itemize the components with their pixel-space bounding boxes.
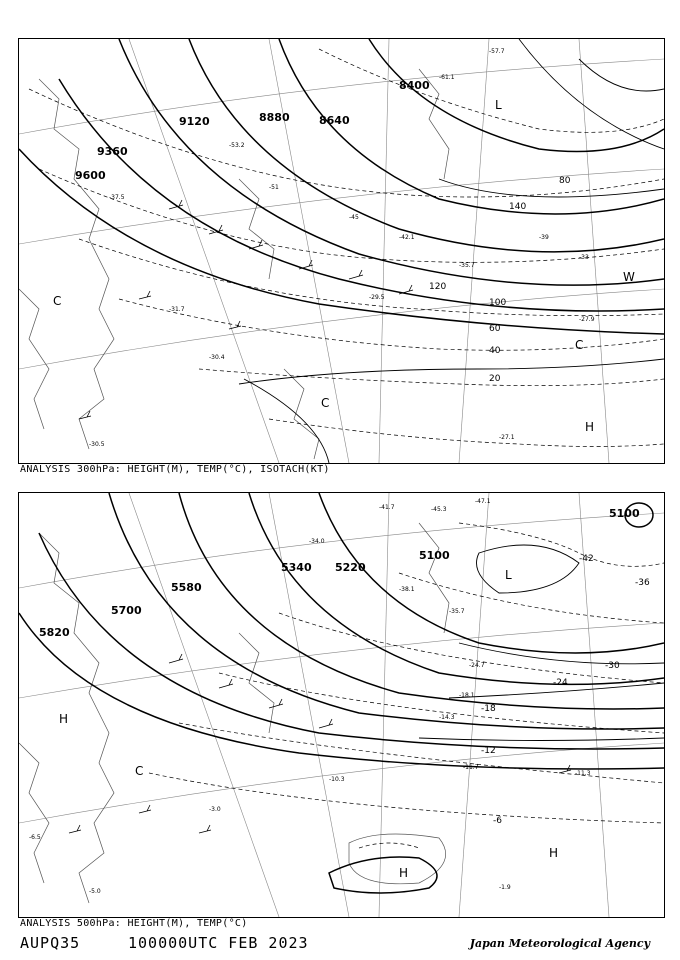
height-label: 5100 — [419, 549, 450, 562]
pressure-system-label: C — [53, 294, 62, 308]
temperature-value: -34.0 — [309, 538, 325, 545]
height-contours — [19, 493, 664, 893]
coastlines — [19, 523, 449, 903]
temperature-label: -36 — [635, 578, 650, 588]
latlon-grid — [19, 493, 664, 917]
height-label: 8400 — [399, 79, 430, 92]
temperature-label: -18 — [481, 704, 496, 714]
height-label: 8880 — [259, 111, 290, 124]
isotach-label: 120 — [429, 282, 447, 292]
height-label: 5100 — [609, 507, 640, 520]
high-pressure-contour — [329, 857, 437, 893]
temperature-label: -24 — [553, 678, 568, 688]
height-label: 9120 — [179, 115, 210, 128]
isotach-label: 100 — [489, 298, 507, 308]
pressure-system-label: W — [623, 270, 635, 284]
map-500hpa-canvas — [19, 493, 664, 917]
chart-footer — [20, 934, 660, 954]
isotherms — [149, 523, 664, 848]
height-contours — [19, 39, 664, 334]
pressure-system-label: C — [321, 396, 330, 410]
temperature-value: -39 — [539, 234, 549, 241]
height-label: 5820 — [39, 626, 70, 639]
temperature-value: -31.7 — [169, 306, 185, 313]
pressure-system-label: L — [505, 568, 512, 582]
isotach-contours — [239, 39, 664, 463]
temperature-value: -6.5 — [29, 834, 41, 841]
height-label: 8640 — [319, 114, 350, 127]
temperature-value: -5.0 — [89, 888, 101, 895]
temperature-value: -37.5 — [109, 194, 125, 201]
height-label: 5580 — [171, 581, 202, 594]
panel-caption-300hpa: ANALYSIS 300hPa: HEIGHT(M), TEMP(°C), ISOTACH(KT) — [20, 464, 330, 475]
temperature-value: -27.1 — [499, 434, 515, 441]
issue-time: 100000UTC FEB 2023 — [128, 934, 309, 952]
temperature-label: -6 — [493, 816, 502, 826]
pressure-system-label: C — [575, 338, 584, 352]
height-label: 5220 — [335, 561, 366, 574]
height-label: 9360 — [97, 145, 128, 158]
temperature-value: -51 — [269, 184, 279, 191]
temperature-contours — [419, 545, 664, 741]
temperature-label: -30 — [605, 661, 620, 671]
height-label: 5340 — [281, 561, 312, 574]
chart-id: AUPQ35 — [20, 934, 81, 952]
agency-name: Japan Meteorological Agency — [469, 937, 650, 950]
temperature-value: -41.7 — [379, 504, 395, 511]
isotach-label: 80 — [559, 176, 571, 186]
temperature-value: -53.2 — [229, 142, 245, 149]
temperature-value: -3.0 — [209, 806, 221, 813]
coastlines — [19, 69, 449, 459]
temperature-value: -10.3 — [329, 776, 345, 783]
temperature-value: -61.1 — [439, 74, 455, 81]
height-label: 9600 — [75, 169, 106, 182]
pressure-system-label: H — [399, 866, 409, 880]
map-panel-500hpa — [18, 492, 665, 918]
pressure-system-label: H — [585, 420, 595, 434]
isotherms — [29, 49, 664, 447]
height-label: 5700 — [111, 604, 142, 617]
temperature-value: -35.7 — [449, 608, 465, 615]
temperature-value: -18.1 — [459, 692, 475, 699]
temperature-label: -12 — [481, 746, 496, 756]
map-300hpa-canvas — [19, 39, 664, 463]
temperature-value: -27.9 — [579, 316, 595, 323]
temperature-value: -57.7 — [489, 48, 505, 55]
pressure-system-label: H — [549, 846, 559, 860]
isotach-label: 40 — [489, 346, 501, 356]
temperature-value: -35.7 — [459, 262, 475, 269]
isotach-label: 140 — [509, 202, 527, 212]
panel-caption-500hpa: ANALYSIS 500hPa: HEIGHT(M), TEMP(°C) — [20, 918, 248, 929]
isotach-label: 20 — [489, 374, 501, 384]
temperature-value: -1.9 — [499, 884, 511, 891]
isotach-label: 60 — [489, 324, 501, 334]
temperature-value: -14.3 — [439, 714, 455, 721]
temperature-value: -11.3 — [575, 770, 591, 777]
temperature-value: -42.1 — [399, 234, 415, 241]
pressure-system-label: L — [495, 98, 502, 112]
temperature-value: -45 — [349, 214, 359, 221]
temperature-label: -42 — [579, 554, 594, 564]
temperature-value: -11.7 — [463, 764, 479, 771]
temperature-value: -47.1 — [475, 498, 491, 505]
temperature-value: -45.3 — [431, 506, 447, 513]
temperature-value: -30.5 — [89, 441, 105, 448]
temperature-value: -38.1 — [399, 586, 415, 593]
temperature-value: -29.5 — [369, 294, 385, 301]
map-panel-300hpa — [18, 38, 665, 464]
temperature-value: -33 — [579, 254, 589, 261]
temperature-value: -24.7 — [469, 662, 485, 669]
pressure-system-label: H — [59, 712, 69, 726]
temperature-value: -30.4 — [209, 354, 225, 361]
pressure-system-label: C — [135, 764, 144, 778]
